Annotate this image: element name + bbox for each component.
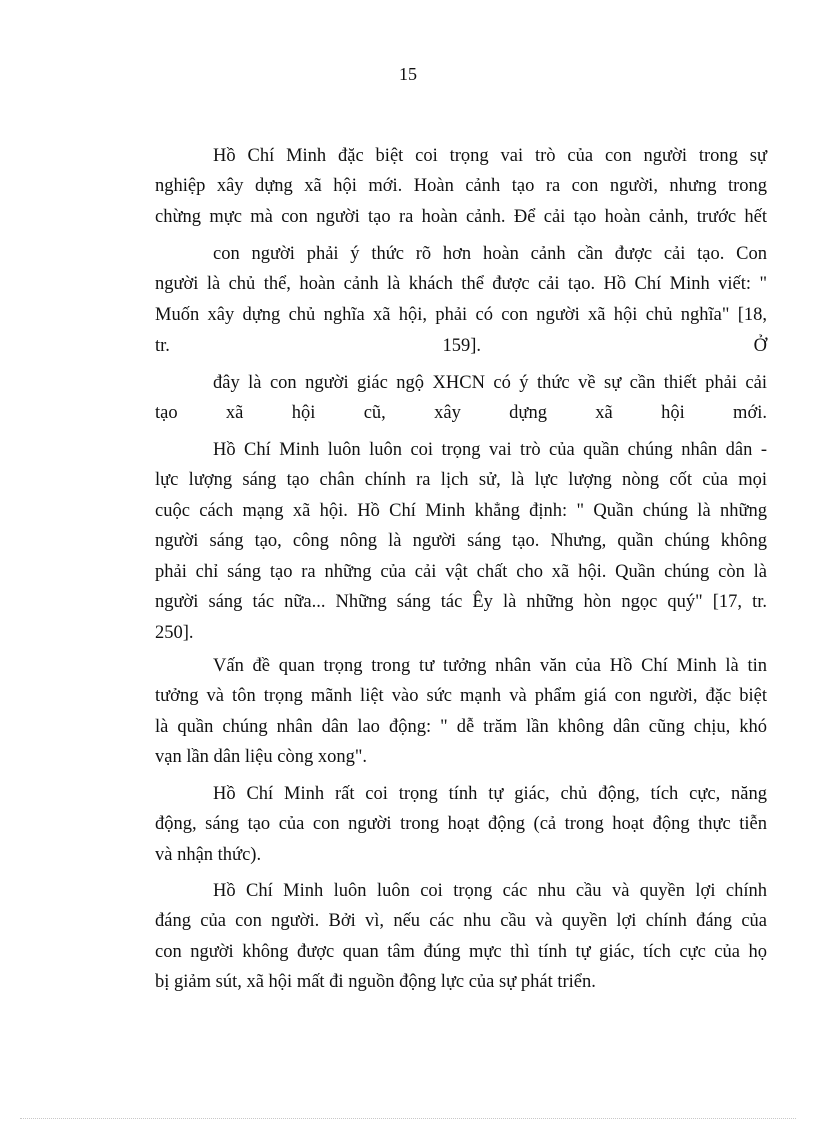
text-line: lực lượng sáng tạo chân chính ra lịch sử, là lực lượng nòng cốt của mọi: [155, 470, 767, 490]
text-line: Vấn đề quan trọng trong tư tưởng nhân văn của Hồ Chí Minh là tin: [213, 656, 767, 676]
text-line: Hồ Chí Minh rất coi trọng tính tự giác, chủ động, tích cực, năng: [213, 784, 767, 804]
text-line: Muốn xây dựng chủ nghĩa xã hội, phải có con người xã hội chủ nghĩa" [18,: [155, 305, 767, 325]
text-line: tr. 159]. Ở: [155, 336, 767, 356]
text-line: cuộc cách mạng xã hội. Hồ Chí Minh khẳng định: " Quần chúng là những: [155, 501, 767, 521]
text-line: 250].: [155, 623, 194, 643]
text-line: động, sáng tạo của con người trong hoạt động (cả trong hoạt động thực tiễn: [155, 814, 767, 834]
text-line: vạn lần dân liệu còng xong".: [155, 747, 368, 767]
text-line: bị giảm sút, xã hội mất đi nguồn động lực của sự phát triển.: [155, 972, 596, 992]
text-line: người sáng tạo, công nông là người sáng tạo. Nhưng, quần chúng không: [155, 531, 767, 551]
text-line: phải chỉ sáng tạo ra những của cải vật chất cho xã hội. Quần chúng còn là: [155, 562, 767, 582]
text-line: và nhận thức).: [155, 845, 262, 865]
text-line: Hồ Chí Minh luôn luôn coi trọng các nhu cầu và quyền lợi chính: [213, 881, 767, 901]
text-line: Hồ Chí Minh đặc biệt coi trọng vai trò của con người trong sự: [213, 146, 767, 166]
text-line: người là chủ thể, hoàn cảnh là khách thể được cải tạo. Hồ Chí Minh viết: ": [155, 274, 767, 294]
text-line: tưởng và tôn trọng mãnh liệt vào sức mạnh và phẩm giá con người, đặc biệt: [155, 686, 767, 706]
text-line: đáng của con người. Bởi vì, nếu các nhu cầu và quyền lợi chính đáng của: [155, 911, 767, 931]
text-line: là quần chúng nhân dân lao động: " dễ trăm lần không dân cũng chịu, khó: [155, 717, 767, 737]
text-line: người sáng tác nữa... Những sáng tác Êy là những hòn ngọc quý" [17, tr.: [155, 592, 767, 612]
text-line: Hồ Chí Minh luôn luôn coi trọng vai trò của quần chúng nhân dân -: [213, 440, 767, 460]
page-number: 15: [399, 64, 417, 84]
text-line: tạo xã hội cũ, xây dựng xã hội mới.: [155, 403, 767, 423]
text-line: con người không được quan tâm đúng mực thì tính tự giác, tích cực của họ: [155, 942, 767, 962]
page-bottom-divider: [20, 1118, 796, 1119]
text-line: chừng mực mà con người tạo ra hoàn cảnh. Để cải tạo hoàn cảnh, trước hết: [155, 207, 767, 227]
text-line: đây là con người giác ngộ XHCN có ý thức về sự cần thiết phải cải: [213, 373, 767, 393]
text-line: nghiệp xây dựng xã hội mới. Hoàn cảnh tạo ra con người, nhưng trong: [155, 176, 767, 196]
text-line: con người phải ý thức rõ hơn hoàn cảnh cần được cải tạo. Con: [213, 244, 767, 264]
